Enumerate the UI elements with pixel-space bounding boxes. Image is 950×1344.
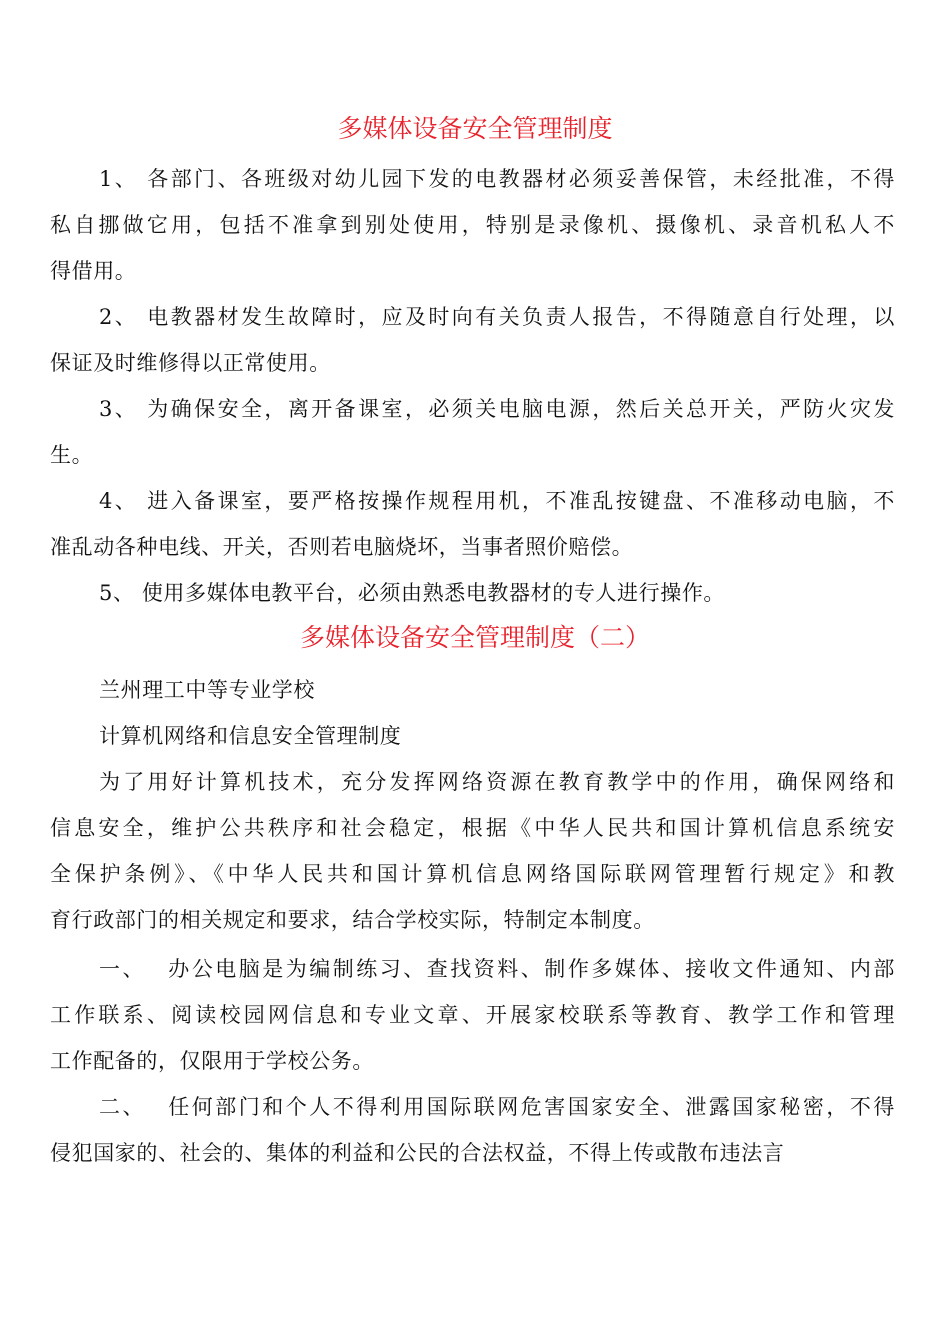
paragraph-line: 私自挪做它用，包括不准拿到别处使用，特别是录像机、摄像机、录音机私人不 (50, 213, 895, 237)
paragraph-line: 准乱动各种电线、开关，否则若电脑烧坏，当事者照价赔偿。 (50, 535, 634, 559)
paragraph-line: 信息安全，维护公共秩序和社会稳定，根据《中华人民共和国计算机信息系统安 (50, 816, 895, 840)
paragraph-line: 二、 任何部门和个人不得利用国际联网危害国家安全、泄露国家秘密，不得 (99, 1095, 895, 1119)
paragraph-line: 5、 使用多媒体电教平台，必须由熟悉电教器材的专人进行操作。 (99, 581, 726, 605)
paragraph-line: 全保护条例》、《中华人民共和国计算机信息网络国际联网管理暂行规定》和教 (50, 862, 895, 886)
paragraph-line: 保证及时维修得以正常使用。 (50, 351, 331, 375)
paragraph-line: 4、 进入备课室，要严格按操作规程用机，不准乱按键盘、不准移动电脑，不 (99, 489, 895, 513)
paragraph-line: 得借用。 (50, 259, 137, 283)
section-heading: 计算机网络和信息安全管理制度 (99, 724, 402, 748)
paragraph-line: 为了用好计算机技术，充分发挥网络资源在教育教学中的作用，确保网络和 (99, 770, 895, 794)
paragraph-line: 工作联系、阅读校园网信息和专业文章、开展家校联系等教育、教学工作和管理 (50, 1003, 895, 1027)
paragraph-line: 工作配备的，仅限用于学校公务。 (50, 1049, 374, 1073)
paragraph-line: 侵犯国家的、社会的、集体的利益和公民的合法权益，不得上传或散布违法言 (50, 1141, 785, 1165)
document-title: 多媒体设备安全管理制度 (337, 114, 613, 143)
paragraph-line: 育行政部门的相关规定和要求，结合学校实际，特制定本制度。 (50, 908, 655, 932)
document-subtitle: 多媒体设备安全管理制度（二） (299, 623, 650, 652)
paragraph-line: 一、 办公电脑是为编制练习、查找资料、制作多媒体、接收文件通知、内部 (99, 957, 895, 981)
school-name: 兰州理工中等专业学校 (99, 678, 315, 702)
paragraph-line: 生。 (50, 443, 94, 467)
paragraph-line: 2、 电教器材发生故障时，应及时向有关负责人报告，不得随意自行处理，以 (99, 305, 895, 329)
paragraph-line: 3、 为确保安全，离开备课室，必须关电脑电源，然后关总开关，严防火灾发 (99, 397, 895, 421)
paragraph-line: 1、 各部门、各班级对幼儿园下发的电教器材必须妥善保管，未经批准，不得 (99, 167, 895, 191)
